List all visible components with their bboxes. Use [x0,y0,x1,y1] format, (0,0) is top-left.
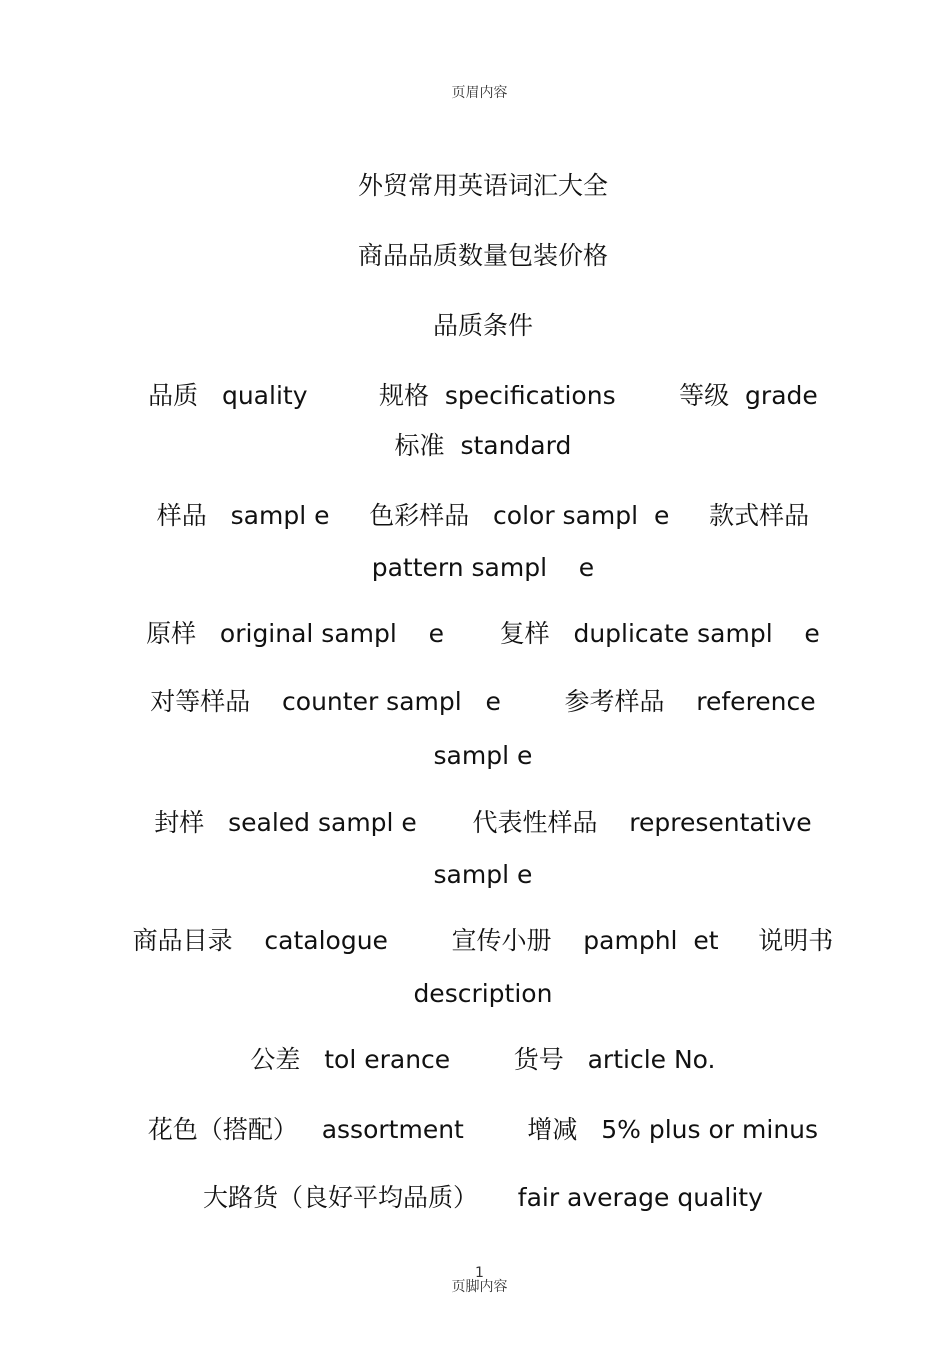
page-header [0,72,950,100]
vocab-text: 样品 sampl e 色彩样品 color sampl e 款式样品 [156,501,810,530]
vocab-line [0,358,950,408]
vocab-text: 花色（搭配） assortment 增减 5% plus or minus [147,1115,819,1144]
vocab-text: 对等样品 counter sampl e 参考样品 reference [150,687,816,716]
vocab-line [0,903,950,953]
footer-text: 页脚内容 [451,1279,508,1295]
subsection-heading [0,288,950,338]
title-text: 外贸常用英语词汇大全 [357,171,608,200]
vocab-text: pattern sampl e [371,553,595,582]
vocab-text: 封样 sealed sampl e 代表性样品 representative [154,808,812,837]
vocab-line [0,956,950,1006]
vocab-line [0,664,950,714]
vocab-line [0,1092,950,1142]
vocab-line [0,718,950,768]
subsection-heading-text: 品质条件 [432,311,533,340]
vocab-line [0,1022,950,1072]
vocab-text: 标准 standard [394,431,572,460]
vocab-text: description [413,979,553,1008]
vocab-text: 公差 tol erance 货号 article No. [250,1045,716,1074]
vocab-line [0,837,950,887]
vocab-line [0,785,950,835]
document-title [0,148,950,198]
vocab-text: sampl e [433,860,533,889]
vocab-text: sampl e [433,741,533,770]
header-text: 页眉内容 [451,85,508,101]
vocab-text: 商品目录 catalogue 宣传小册 pamphl et 说明书 [132,926,834,955]
vocab-line [0,478,950,528]
page-footer [0,1252,950,1294]
vocab-line [0,596,950,646]
vocab-line [0,1160,950,1210]
vocab-line [0,408,950,458]
vocab-line [0,530,950,580]
section-heading-text: 商品品质数量包装价格 [357,241,608,270]
page-number: 1 [474,1265,484,1281]
vocab-text: 品质 quality 规格 specifications 等级 grade [148,381,818,410]
vocab-text: 大路货（良好平均品质） fair average quality [203,1183,763,1212]
section-heading [0,218,950,268]
vocab-text: 原样 original sampl e 复样 duplicate sampl e [146,619,820,648]
